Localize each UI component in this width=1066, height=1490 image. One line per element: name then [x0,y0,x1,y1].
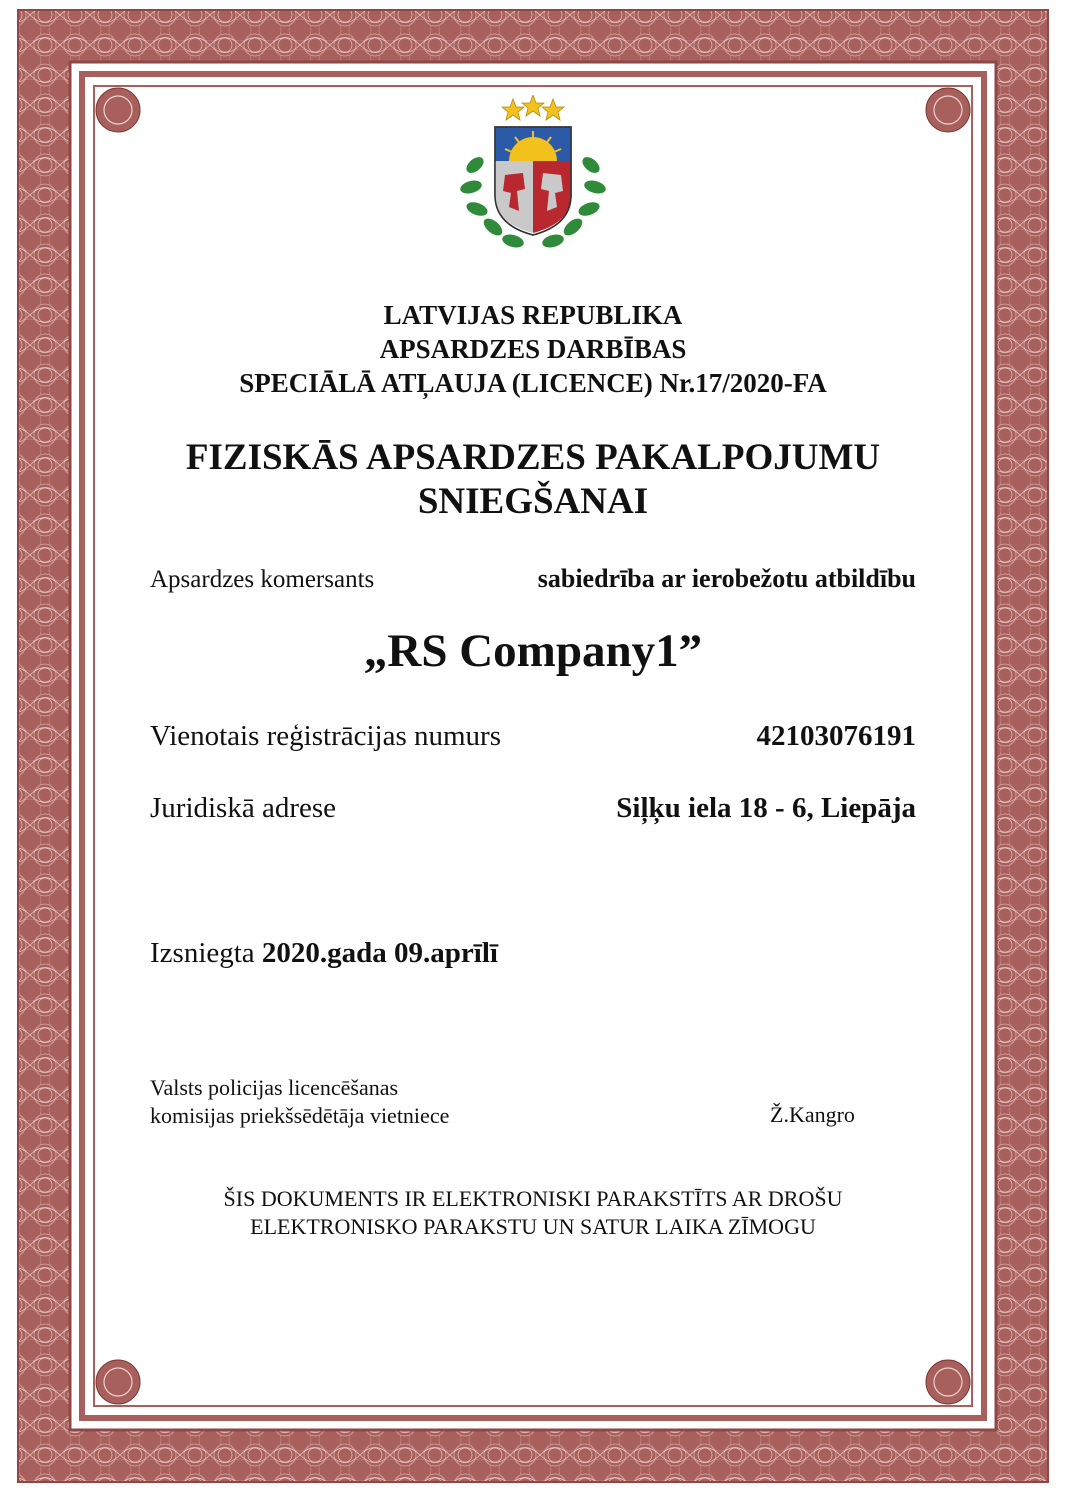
issued-label: Izsniegta [150,937,255,969]
signatory-line-2: komisijas priekšsēdētāja vietniece [150,1103,450,1128]
company-name: „RS Company1” [363,625,703,677]
merchant-type-value: sabiedrība ar ierobežotu atbildību [537,564,916,593]
issued-date: 2020.gada 09.aprīlī [261,937,498,969]
coat-of-arms-emblem [453,95,613,255]
country-title: LATVIJAS REPUBLIKA [383,300,683,330]
footer-line-2: ELEKTRONISKO PARAKSTU UN SATUR LAIKA ZĪMOGU [250,1214,816,1239]
purpose-line-2: SNIEGŠANAI [417,481,649,522]
merchant-label: Apsardzes komersants [150,566,375,593]
license-purpose [0,436,1066,524]
address-value: Siļķu iela 18 - 6, Liepāja [616,792,916,824]
registration-row [150,720,916,753]
signatory-title [150,1074,449,1130]
footer-line-1: ŠIS DOKUMENTS IR ELEKTRONISKI PARAKSTĪTS AR DROŠU [223,1186,843,1211]
license-number: SPECIĀLĀ ATĻAUJA (LICENCE) Nr.17/2020-FA [239,368,827,398]
registration-value: 42103076191 [756,720,916,752]
issued-line [150,937,498,970]
registration-label: Vienotais reģistrācijas numurs [150,720,502,752]
activity-title: APSARDZES DARBĪBAS [379,334,687,364]
address-label: Juridiskā adrese [150,792,337,824]
address-row [150,792,916,825]
signatory-name: Ž.Kangro [770,1102,855,1127]
electronic-signature-notice [0,1185,1066,1241]
license-header [0,298,1066,400]
signatory-line-1: Valsts policijas licencēšanas [150,1075,399,1100]
purpose-line-1: FIZISKĀS APSARDZES PAKALPOJUMU [185,437,881,478]
merchant-row [150,564,916,594]
